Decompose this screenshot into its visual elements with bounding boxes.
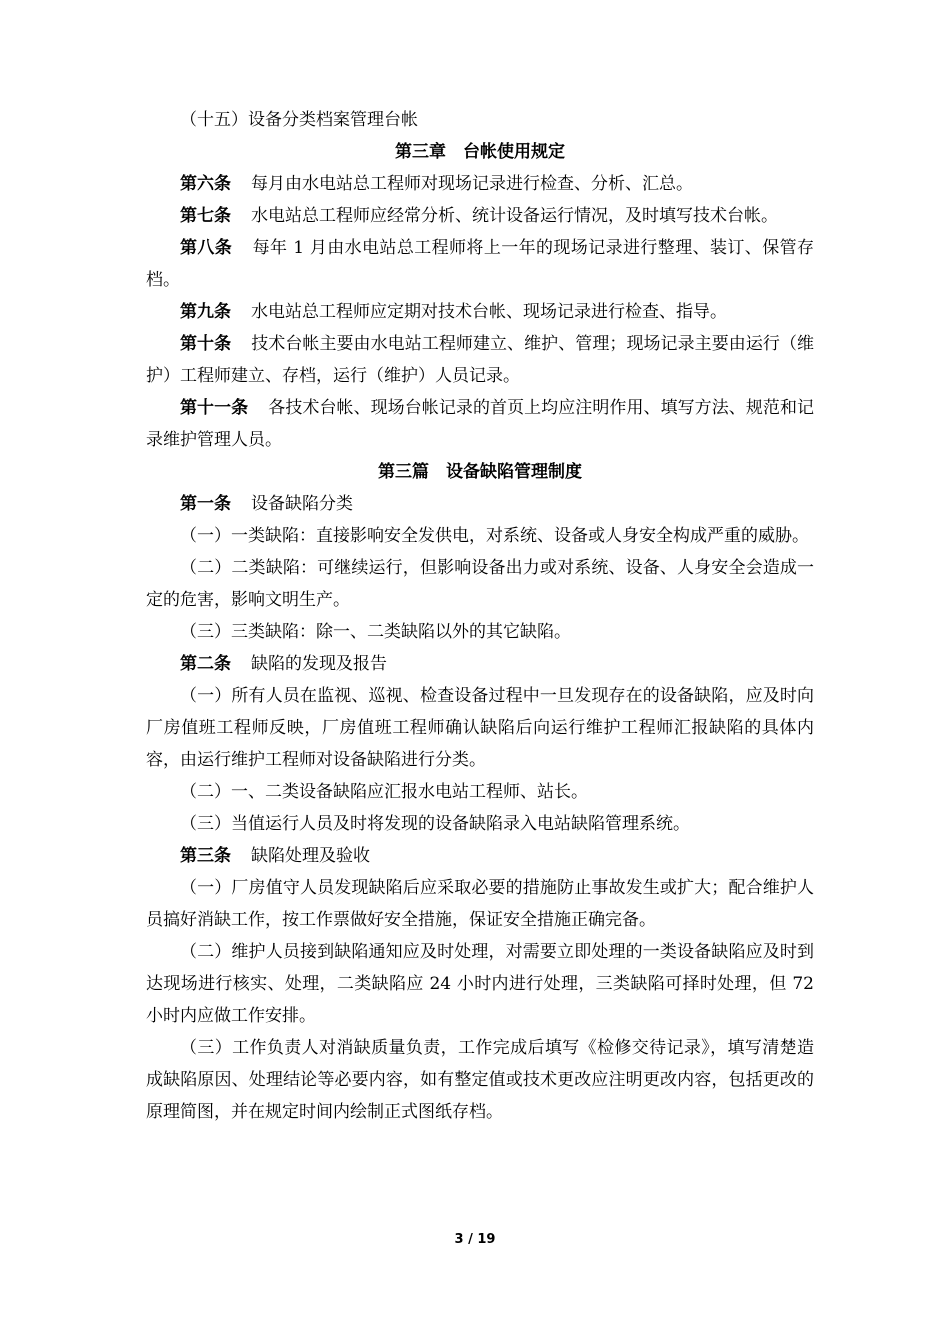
paragraph [146,616,814,648]
section-heading: 第三篇 设备缺陷管理制度 [378,462,582,482]
paragraph [146,936,814,1032]
document-body [146,104,814,1128]
paragraph [146,648,814,680]
paragraph-text: （二）二类缺陷：可继续运行，但影响设备出力或对系统、设备、人身安全会造成一定的危害，影响文明生产。 [146,558,814,610]
paragraph [146,1032,814,1128]
paragraph-text: 设备缺陷分类 [251,494,353,514]
paragraph [146,776,814,808]
paragraph [146,488,814,520]
paragraph-text: 每年 1 月由水电站总工程师将上一年的现场记录进行整理、装订、保管存档。 [146,238,815,290]
paragraph [146,840,814,872]
paragraph [146,808,814,840]
article-label: 第十一条 [180,398,249,418]
article-label: 第一条 [180,494,231,514]
article-label: 第八条 [180,238,233,258]
paragraph-text: （三）工作负责人对消缺质量负责，工作完成后填写《检修交待记录》，填写清楚造成缺陷原因、处理结论等必要内容，如有整定值或技术更改应注明更改内容，包括更改的原理简图，并在规定时间内绘制正式图纸存档。 [146,1038,814,1122]
paragraph-text: （二）维护人员接到缺陷通知应及时处理，对需要立即处理的一类设备缺陷应及时到达现场进行核实、处理，二类缺陷应 24 小时内进行处理，三类缺陷可择时处理，但 72 小时内应做工作安排。 [146,942,814,1026]
paragraph [146,328,814,392]
paragraph [146,168,814,200]
paragraph-text: 缺陷处理及验收 [251,846,370,866]
paragraph-text: （一）一类缺陷：直接影响安全发供电，对系统、设备或人身安全构成严重的威胁。 [180,526,809,546]
paragraph-text: （二）一、二类设备缺陷应汇报水电站工程师、站长。 [180,782,588,802]
article-label: 第三条 [180,846,231,866]
paragraph [146,104,814,136]
paragraph-text: 各技术台帐、现场台帐记录的首页上均应注明作用、填写方法、规范和记录维护管理人员。 [146,398,815,450]
section-heading: 第三章 台帐使用规定 [395,142,565,162]
paragraph-text: （一）厂房值守人员发现缺陷后应采取必要的措施防止事故发生或扩大；配合维护人员搞好消缺工作，按工作票做好安全措施，保证安全措施正确完备。 [146,878,814,930]
paragraph [146,552,814,616]
paragraph [146,232,814,296]
paragraph [146,680,814,776]
article-label: 第七条 [180,206,231,226]
paragraph-text: 缺陷的发现及报告 [251,654,387,674]
paragraph-text: （三）当值运行人员及时将发现的设备缺陷录入电站缺陷管理系统。 [180,814,690,834]
page-number: 3 / 19 [454,1232,496,1247]
article-label: 第六条 [180,174,231,194]
paragraph [146,520,814,552]
paragraph-text: 水电站总工程师应经常分析、统计设备运行情况，及时填写技术台帐。 [251,206,778,226]
paragraph [146,392,814,456]
paragraph-text: 每月由水电站总工程师对现场记录进行检查、分析、汇总。 [251,174,693,194]
article-label: 第十条 [180,334,232,354]
paragraph-text: （一）所有人员在监视、巡视、检查设备过程中一旦发现存在的设备缺陷，应及时向厂房值班工程师反映，厂房值班工程师确认缺陷后向运行维护工程师汇报缺陷的具体内容，由运行维护工程师对设备缺陷进行分类。 [146,686,814,770]
paragraph [146,200,814,232]
article-label: 第二条 [180,654,231,674]
paragraph-text: 水电站总工程师应定期对技术台帐、现场记录进行检查、指导。 [251,302,727,322]
article-label: 第九条 [180,302,231,322]
paragraph-text: 技术台帐主要由水电站工程师建立、维护、管理；现场记录主要由运行（维护）工程师建立、存档，运行（维护）人员记录。 [146,334,815,386]
paragraph [146,296,814,328]
paragraph [146,872,814,936]
paragraph-text: （三）三类缺陷：除一、二类缺陷以外的其它缺陷。 [180,622,571,642]
paragraph-text: （十五）设备分类档案管理台帐 [180,110,418,130]
